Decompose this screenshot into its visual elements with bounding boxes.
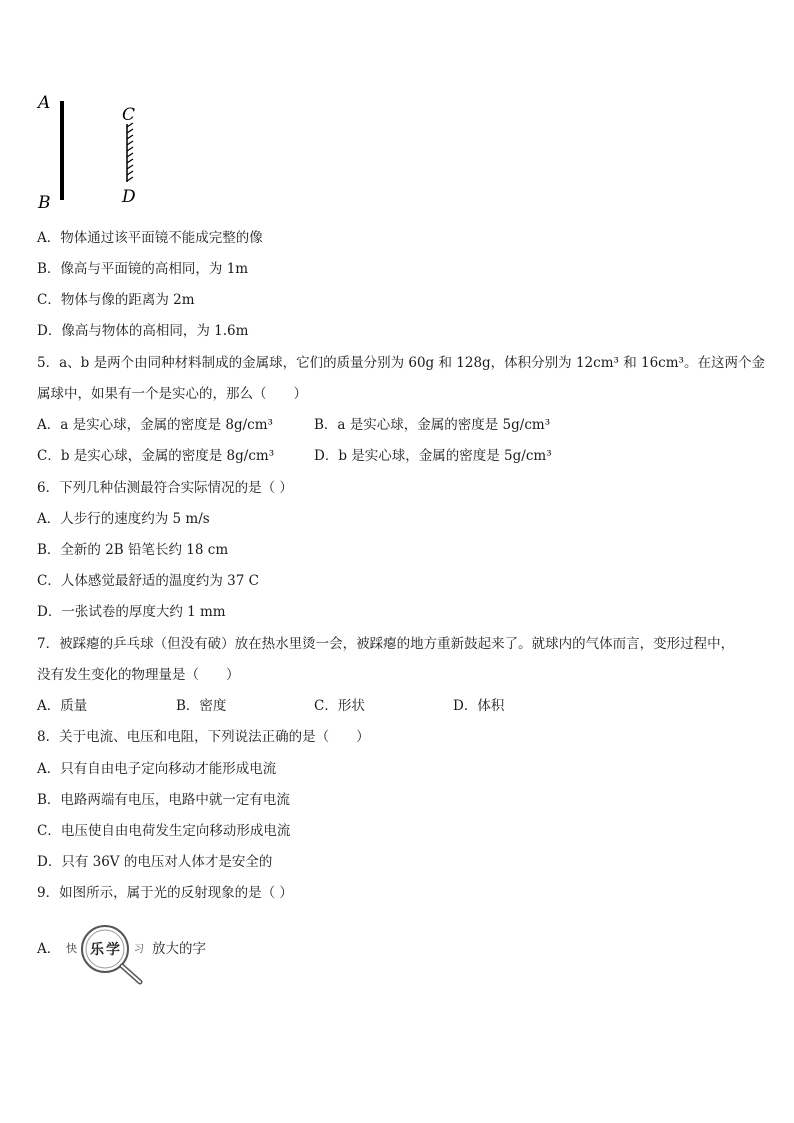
q8-option-c: C．电压使自由电荷发生定向移动形成电流 <box>37 823 291 839</box>
q6-option-d: D．一张试卷的厚度大约 1 mm <box>37 604 226 620</box>
label-b: B <box>38 193 51 213</box>
mirror-figure <box>36 92 146 214</box>
q4-option-b: B．像高与平面镜的高相同，为 1m <box>37 261 249 277</box>
magnifier-char-right: 习 <box>134 944 144 955</box>
q5-option-d: D．b 是实心球，金属的密度是 5g/cm³ <box>314 448 552 464</box>
q5-option-b: B．a 是实心球，金属的密度是 5g/cm³ <box>314 417 551 433</box>
q9-stem: 9．如图所示，属于光的反射现象的是（ ） <box>37 885 293 901</box>
q5-stem-line2: 属球中，如果有一个是实心的，那么（ ） <box>37 386 307 402</box>
q5-stem-line1: 5．a、b 是两个由同种材料制成的金属球，它们的质量分别为 60g 和 128g，体积分别为 12cm³ 和 16cm³。在这两个金 <box>37 355 765 371</box>
q4-option-d: D．像高与物体的高相同，为 1.6m <box>37 323 249 339</box>
q9-option-a-label: A． <box>37 941 61 957</box>
label-c: C <box>122 105 136 125</box>
q7-option-a: A．质量 <box>37 698 88 714</box>
q7-stem-line1: 7．被踩瘪的乒乓球（但没有破）放在热水里烫一会，被踩瘪的地方重新鼓起来了。就球内的气体而言，变形过程中， <box>37 636 735 652</box>
q6-option-a: A．人步行的速度约为 5 m/s <box>37 511 210 527</box>
q8-option-a: A．只有自由电子定向移动才能形成电流 <box>37 761 277 777</box>
magnifier-char-mid2: 学 <box>106 942 120 958</box>
q8-option-b: B．电路两端有电压，电路中就一定有电流 <box>37 792 290 808</box>
q8-option-d: D．只有 36V 的电压对人体才是安全的 <box>37 854 273 870</box>
magnifier-char-mid1: 乐 <box>90 942 104 958</box>
q5-option-a: A．a 是实心球，金属的密度是 8g/cm³ <box>37 417 273 433</box>
q4-option-c: C．物体与像的距离为 2m <box>37 292 195 308</box>
magnifier-figure <box>66 922 150 986</box>
label-a: A <box>38 93 51 113</box>
label-d: D <box>122 187 136 207</box>
q7-option-c: C．形状 <box>314 698 365 714</box>
magnifier-char-left: 快 <box>66 942 77 955</box>
q7-stem-line2: 没有发生变化的物理量是（ ） <box>37 667 240 683</box>
q5-option-c: C．b 是实心球，金属的密度是 8g/cm³ <box>37 448 275 464</box>
q7-option-b: B．密度 <box>176 698 227 714</box>
q8-stem: 8．关于电流、电压和电阻，下列说法正确的是（ ） <box>37 729 370 745</box>
q6-option-c: C．人体感觉最舒适的温度约为 37 C <box>37 573 259 589</box>
q6-option-b: B．全新的 2B 铅笔长约 18 cm <box>37 542 229 558</box>
q6-stem: 6．下列几种估测最符合实际情况的是（ ） <box>37 480 293 496</box>
q7-option-d: D．体积 <box>453 698 505 714</box>
q4-option-a: A．物体通过该平面镜不能成完整的像 <box>37 230 263 246</box>
mirror-hatching <box>127 123 133 181</box>
q9-option-a-tail: 放大的字 <box>152 941 206 957</box>
